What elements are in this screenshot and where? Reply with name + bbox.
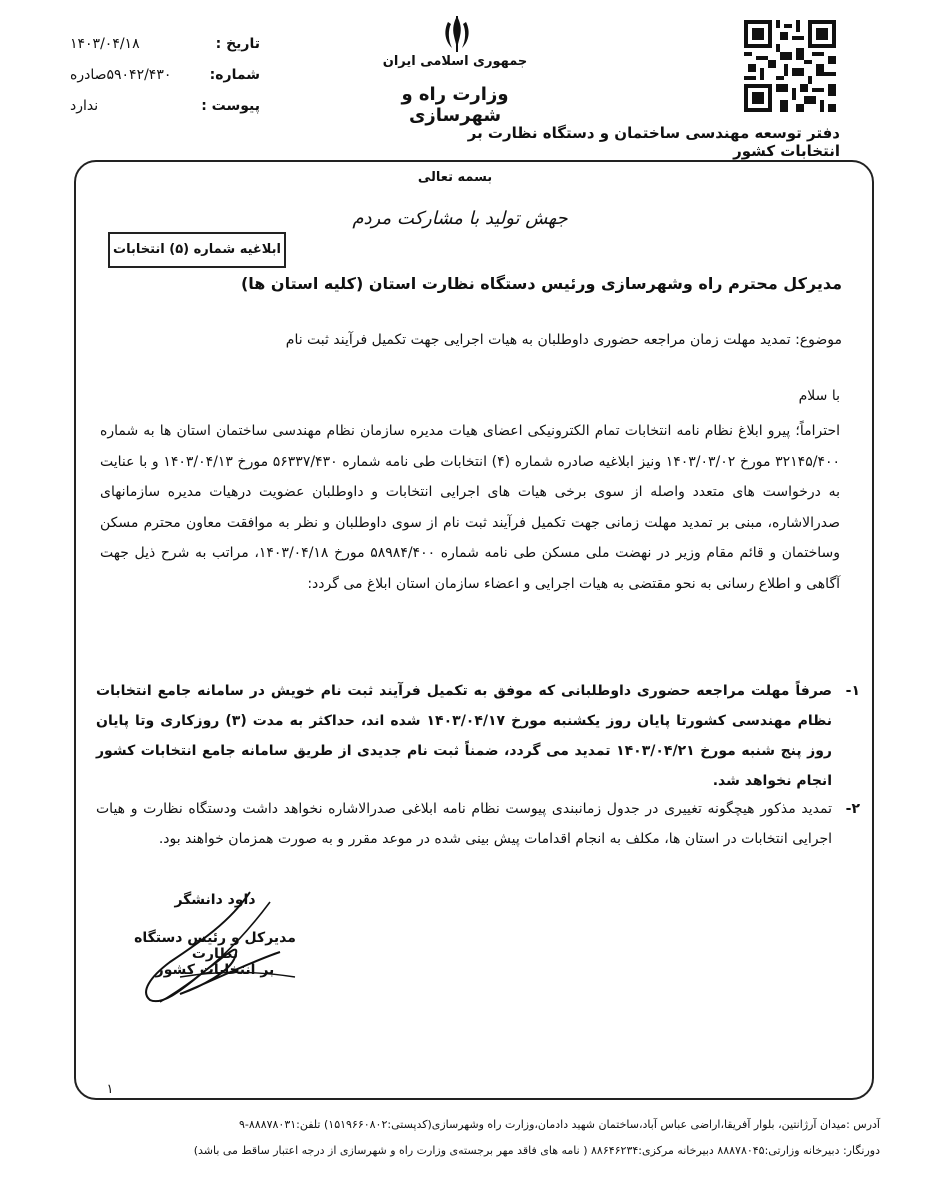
footer-address: آدرس :میدان آرژانتین، بلوار آفریقا،اراضی عباس آباد،ساختمان شهید دادمان،وزارت راه وشهرسازی(کدپستی:۱۵۱۹۶۶۰۸۰۲) تلفن:۸۸۸۷۸۰۳۱-۹ — [238, 1118, 880, 1131]
bismillah: بسمه تعالی — [417, 170, 493, 185]
subject-line: موضوع: تمدید مهلت زمان مراجعه حضوری داوطلبان به هیات اجرایی جهت تکمیل فرآیند ثبت نام — [285, 332, 842, 348]
addressee: مدیرکل محترم راه وشهرسازی ورئیس دستگاه نظارت استان (کلیه استان ها) — [240, 274, 842, 293]
signer-title-line-1: مدیرکل و رئیس دستگاه نظارت — [134, 930, 296, 962]
ministry-title: وزارت راه و شهرسازی — [401, 84, 509, 126]
slogan-text: جهش تولید با مشارکت مردم — [352, 208, 568, 229]
signer-title-line-2: بر انتخابات کشور — [155, 962, 275, 978]
signer-name: داود دانشگر — [174, 892, 256, 908]
item-2 — [96, 794, 860, 854]
date-label: تاریخ : — [215, 35, 260, 52]
qr-code-icon — [744, 20, 836, 112]
office-title: دفتر توسعه مهندسی ساختمان و دستگاه نظارت بر انتخابات کشور — [467, 124, 840, 160]
item-1-number: ۱- — [845, 683, 860, 699]
page-number: ۱ — [106, 1082, 114, 1097]
date-value: ۱۴۰۳/۰۴/۱۸ — [70, 35, 140, 52]
footer-fax: دورنگار: دبیرخانه وزارتی:۸۸۸۷۸۰۴۵ دبیرخانه مرکزی:۸۸۶۴۶۲۳۴ ( نامه های فاقد مهر برجسته‌ی وزارت راه و شهرسازی از درجه اعتبار ساقط می باشد) — [193, 1144, 880, 1157]
letter-meta — [70, 28, 260, 121]
number-value: ۵۹۰۴۲/۴۳۰صادره — [70, 66, 172, 83]
number-label: شماره: — [209, 66, 260, 83]
item-1-text: صرفاً مهلت مراجعه حضوری داوطلبانی که موفق به تکمیل فرآیند ثبت نام خویش در سامانه جامع انتخابات نظام مهندسی کشورتا پایان روز یکشنبه مورخ ۱۴۰۳/۰۴/۱۷ شده اند، حداکثر به مدت (۳) روزکاری وتا پایان روز پنج شنبه مورخ ۱۴۰۳/۰۴/۲۱ تمدید می گردد، ضمناً ثبت نام جدیدی از طریق سامانه جامع انتخابات کشور انجام نخواهد شد. — [96, 683, 832, 789]
greeting: با سلام — [798, 388, 840, 404]
item-2-number: ۲- — [845, 801, 860, 817]
item-2-text: تمدید مذکور هیچگونه تغییری در جدول زمانبندی پیوست نظام نامه ابلاغی صدرالاشاره نخواهد داشت ودستگاه نظارت و هیات اجرایی انتخابات در استان ها، مکلف به انجام اقدامات پیش بینی شده در موعد مقرر و به صورت همزمان خواهند بود. — [96, 801, 832, 847]
item-1 — [96, 676, 860, 796]
slogan-calligraphy — [330, 196, 590, 236]
notice-number-box: ابلاغیه شماره (۵) انتخابات — [108, 232, 286, 268]
attachment-value: ندارد — [70, 97, 99, 114]
attachment-label: پیوست : — [201, 97, 260, 114]
body-paragraph: احتراماً؛ پیرو ابلاغ نظام نامه انتخابات تمام الکترونیکی اعضای هیات مدیره سازمان نظام مهندسی ساختمان استان ها به شماره ۳۲۱۴۵/۴۰۰ مورخ ۱۴۰۳/۰۳/۰۲ ونیز ابلاغیه صادره شماره (۴) انتخابات طی نامه شماره ۵۶۳۳۷/۴۳۰ مورخ ۱۴۰۳/۰۴/۱۳ و با عنایت به درخواست های متعدد واصله از سوی برخی هیات های اجرایی انتخابات و داوطلبان عضویت درهیات مدیره سازمانهای صدرالاشاره، مبنی بر تمدید مهلت زمانی جهت تکمیل فرآیند ثبت نام از سوی داوطلبان و نظر به موافقت معاون محترم مسکن وساختمان و قائم مقام وزیر در نهضت ملی مسکن طی نامه شماره ۵۸۹۸۴/۴۰۰ مورخ ۱۴۰۳/۰۴/۱۸، مراتب به شرح ذیل جهت آگاهی و اطلاع رسانی به نحو مقتضی به هیات اجرایی و اعضاء سازمان استان ابلاغ می گردد: — [100, 423, 840, 592]
government-title: جمهوری اسلامی ایران — [382, 54, 528, 69]
iran-emblem-icon — [440, 14, 474, 54]
